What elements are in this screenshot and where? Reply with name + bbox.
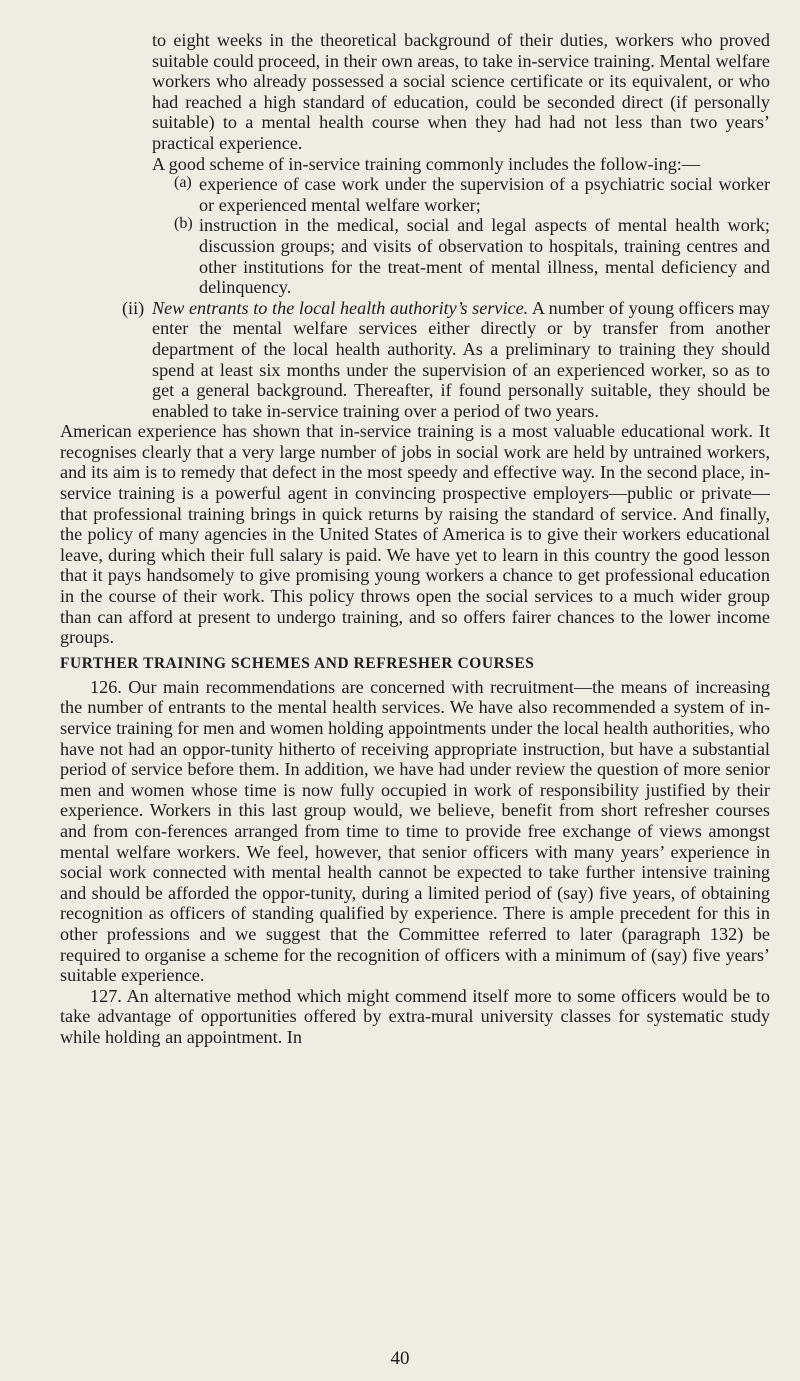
continuation-paragraph: to eight weeks in the theoretical background of their duties, workers who proved suitable could proceed, in their own areas, to take in-service training. Mental welfare workers who already possessed a social science certificate or its equivalent, or who had reached a high standard of education, could be seconded direct (if personally suitable) to a mental health course when they had had not less than two years’ practical experience. [152, 30, 770, 153]
item-ii [60, 298, 770, 422]
sub-item-text: experience of case work under the supervision of a psychiatric social worker or experienced mental welfare worker; [199, 174, 770, 215]
sub-item-b [60, 215, 770, 297]
sub-item-text: instruction in the medical, social and legal aspects of mental health work; discussion groups; and visits of observation to hospitals, training centres and other institutions for the treat-ment of mental illness, mental deficiency and delinquency. [199, 215, 770, 298]
item-label: (ii) [122, 297, 145, 318]
scheme-intro: A good scheme of in-service training commonly includes the follow-ing:— [152, 153, 701, 174]
item-title: New entrants to the local health authority’s service. [152, 297, 529, 318]
paragraph-126: 126. Our main recommendations are concerned with recruitment—the means of increasing the number of entrants to the mental health services. We have also recommended a system of in-service training for men and women holding appointments under the local health authorities, who have not had an oppor-tunity hitherto of receiving appropriate instruction, but have a substantial period of service before them. In addition, we have had under review the question of more senior men and women whose time is now fully occupied in work of responsibility justified by their experience. Workers in this last group would, we believe, benefit from short refresher courses and from con-ferences arranged from time to time to provide free exchange of views amongst mental welfare workers. We feel, however, that senior officers with many years’ experience in social work connected with mental health cannot be expected to take further intensive training and should be afforded the oppor-tunity, during a limited period of (say) five years, of obtaining recognition as officers of standing qualified by experience. There is ample precedent for this in other professions and we suggest that the Committee referred to later (paragraph 132) be required to organise a scheme for the recognition of officers with a minimum of (say) five years’ suitable experience. [60, 676, 770, 986]
american-paragraph: American experience has shown that in-service training is a most valuable educational work. It recognises clearly that a very large number of jobs in social work are held by untrained workers, and its aim is to remedy that defect in the most speedy and effective way. In the second place, in-service training is a powerful agent in convincing prospective employers—public or private—that professional training brings in quick returns by raising the standard of service. And finally, the policy of many agencies in the United States of America is to give their workers educational leave, during which their full salary is paid. We have yet to learn in this country the good lesson that it pays handsomely to give promising young workers a chance to get professional education in the course of their work. This policy throws open the social services to a much wider group than can afford at present to undergo training, and so offers fairer chances to the lower income groups. [60, 421, 770, 648]
item-text [152, 298, 770, 422]
paragraph-127: 127. An alternative method which might commend itself more to some officers would be to take advantage of opportunities offered by extra-mural university classes for systematic study while holding an appointment. In [60, 985, 770, 1047]
sub-item-label: (a) [174, 174, 192, 192]
section-heading: FURTHER TRAINING SCHEMES AND REFRESHER COURSES [60, 654, 535, 672]
sub-item-label: (b) [174, 215, 193, 233]
page-number: 40 [390, 1348, 410, 1369]
item-body: A number of young officers may enter the mental welfare services either directly or by transfer from another department of the local health authority. As a preliminary to training they should spend at least six months under the supervision of an experienced worker, so as to get a general background. Thereafter, if found personally suitable, they should be enabled to take in-service training over a period of two years. [152, 297, 770, 421]
sub-item-a [60, 174, 770, 215]
